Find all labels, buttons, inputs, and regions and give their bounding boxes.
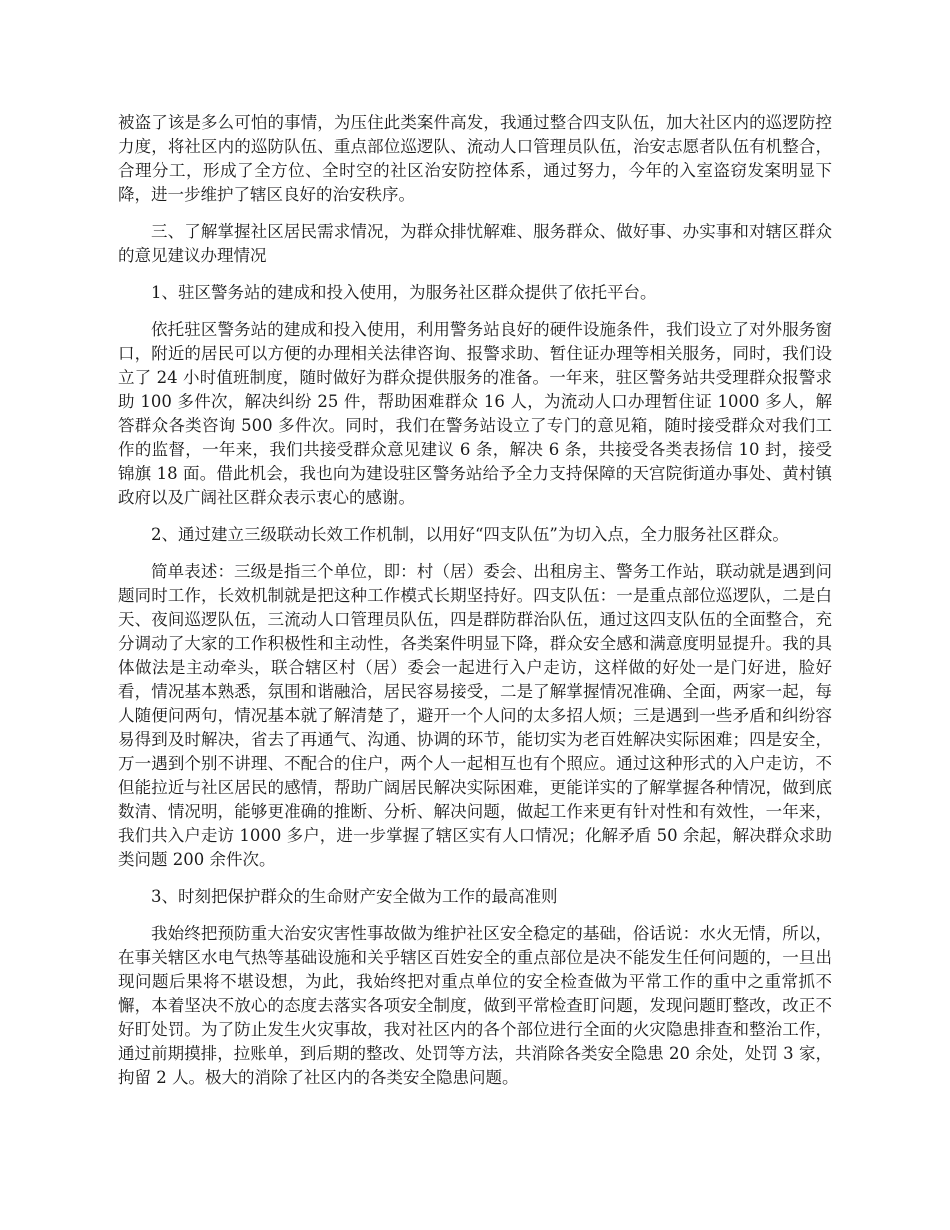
subheading-three-level-linkage: 2、通过建立三级联动长效工作机制，以用好“四支队伍”为切入点，全力服务社区群众。 bbox=[151, 525, 789, 544]
section-heading-three: 三、了解掌握社区居民需求情况，为群众排忧解难、服务群众、做好事、办实事和对辖区群众的意见建议办理情况 bbox=[118, 222, 832, 265]
paragraph-safety-inspection: 我始终把预防重大治安灾害性事故做为维护社区安全稳定的基础，俗话说：水火无情，所以，在事关辖区水电气热等基础设施和关乎辖区百姓安全的重点部位是决不能发生任何问题的，一旦出现问题后果将不堪设想，为此，我始终把对重点单位的安全检查做为平常工作的重中之重常抓不懈，本着坚决不放心的态度去落实各项安全制度，做到平常检查盯问题，发现问题盯整改，改正不好盯处罚。为了防止发生火灾事故，我对社区内的各个部位进行全面的火灾隐患排查和整治工作，通过前期摸排，拉账单，到后期的整改、处罚等方法，共消除各类安全隐患 20 余处，处罚 3 家，拘留 2 人。极大的消除了社区内的各类安全隐患问题。 bbox=[118, 924, 832, 1087]
paragraph-linkage-description: 简单表述：三级是指三个单位，即：村（居）委会、出租房主、警务工作站，联动就是遇到问题同时工作，长效机制就是把这种工作模式长期坚持好。四支队伍：一是重点部位巡逻队，二是白天、夜间巡逻队伍，三流动人口管理员队伍，四是群防群治队伍，通过这四支队伍的全面整合，充分调动了大家的工作积极性和主动性，各类案件明显下降，群众安全感和满意度明显提升。我的具体做法是主动牵头，联合辖区村（居）委会一起进行入户走访，这样做的好处一是门好进，脸好看，情况基本熟悉，氛围和谐融洽，居民容易接受，二是了解掌握情况准确、全面，两家一起，每人随便问两句，情况基本就了解清楚了，避开一个人问的太多招人烦；三是遇到一些矛盾和纠纷容易得到及时解决，省去了再通气、沟通、协调的环节，能切实为老百姓解决实际困难；四是安全，万一遇到个别不讲理、不配合的住户，两个人一起相互也有个照应。通过这种形式的入户走访，不但能拉近与社区居民的感情，帮助广阔居民解决实际困难，更能详实的了解掌握各种情况，做到底数清、情况明，能够更准确的推断、分析、解决问题，做起工作来更有针对性和有效性，一年来，我们共入户走访 1000 多户，进一步掌握了辖区实有人口情况；化解矛盾 50 余起，解决群众求助类问题 200 余件次。 bbox=[118, 562, 832, 869]
subheading-police-station: 1、驻区警务站的建成和投入使用，为服务社区群众提供了依托平台。 bbox=[151, 283, 657, 302]
subheading-safety-principle: 3、时刻把保护群众的生命财产安全做为工作的最高准则 bbox=[151, 887, 558, 906]
paragraph-police-station-service: 依托驻区警务站的建成和投入使用，利用警务站良好的硬件设施条件，我们设立了对外服务窗口，附近的居民可以方便的办理相关法律咨询、报警求助、暂住证办理等相关服务，同时，我们设立了 24 小时值班制度，随时做好为群众提供服务的准备。一年来，驻区警务站共受理群众报警求助 100 多件次，解决纠纷 25 件，帮助困难群众 16 人，为流动人口办理暂住证 1000 多人，解答群众各类咨询 500 多件次。同时，我们在警务站设立了专门的意见箱，随时接受群众对我们工作的监督，一年来，我们共接受群众意见建议 6 条，解决 6 条，共接受各类表扬信 10 封，接受锦旗 18 面。借此机会，我也向为建设驻区警务站给予全力支持保障的天宫院街道办事处、黄村镇政府以及广阔社区群众表示衷心的感谢。 bbox=[118, 320, 832, 507]
paragraph-theft-prevention: 被盗了该是多么可怕的事情，为压住此类案件高发，我通过整合四支队伍，加大社区内的巡逻防控力度，将社区内的巡防队伍、重点部位巡逻队、流动人口管理员队伍，治安志愿者队伍有机整合，合理分工，形成了全方位、全时空的社区治安防控体系，通过努力，今年的入室盗窃发案明显下降，进一步维护了辖区良好的治安秩序。 bbox=[118, 113, 832, 204]
